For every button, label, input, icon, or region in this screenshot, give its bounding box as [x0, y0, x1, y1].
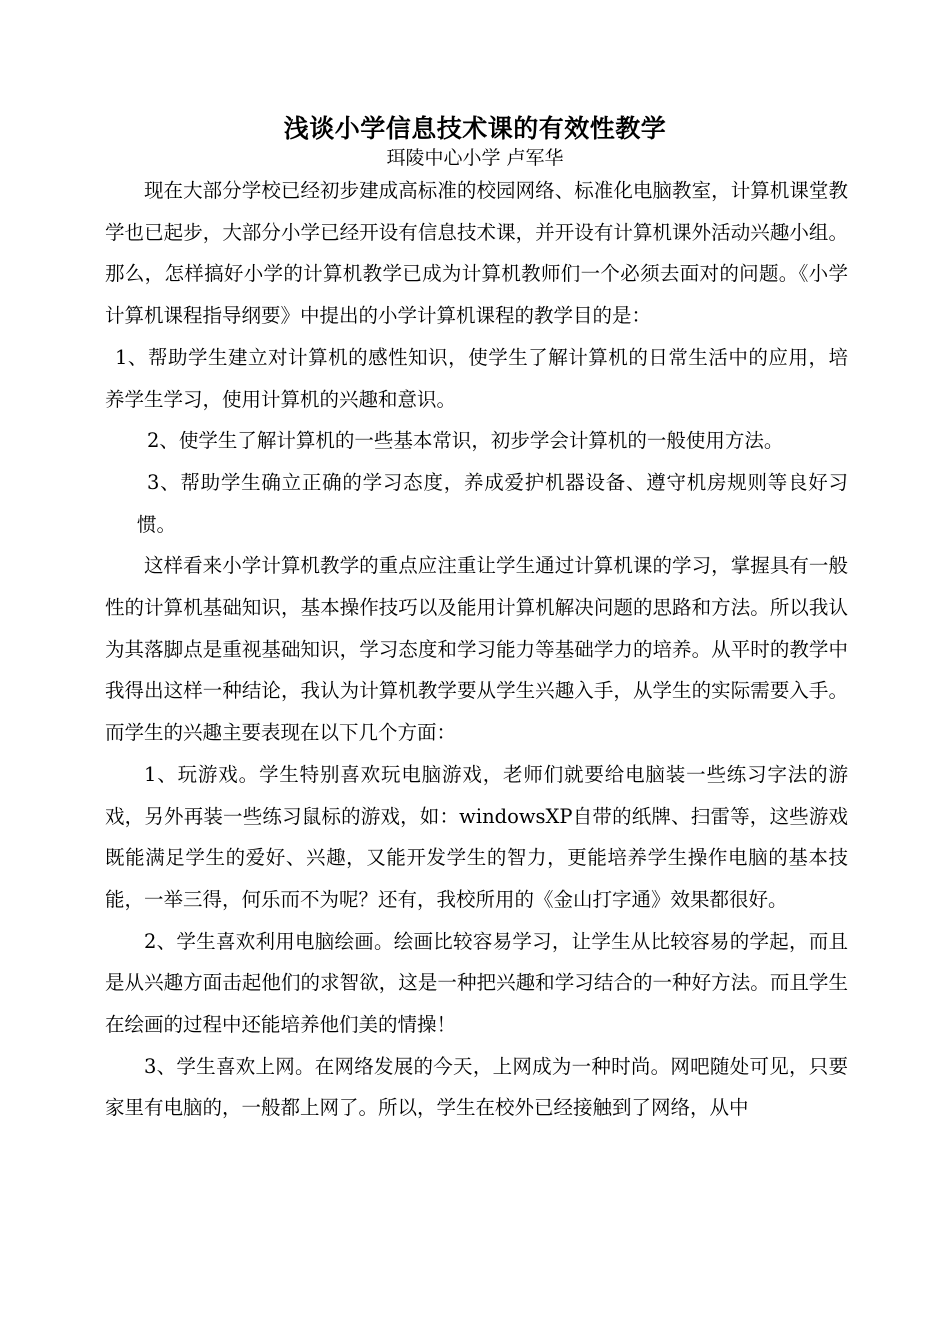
focus-paragraph: 这样看来小学计算机教学的重点应注重让学生通过计算机课的学习，掌握具有一般性的计算机基础知识，基本操作技巧以及能用计算机解决问题的思路和方法。所以我认为其落脚点是重视基础知识，学习态度和学习能力等基础学力的培养。从平时的教学中我得出这样一种结论，我认为计算机教学要从学生兴趣入手，从学生的实际需要入手。而学生的兴趣主要表现在以下几个方面： [105, 554, 848, 745]
interest-item-2: 2、学生喜欢利用电脑绘画。绘画比较容易学习，让学生从比较容易的学起，而且是从兴趣方面击起他们的求智欲，这是一种把兴趣和学习结合的一种好方法。而且学生在绘画的过程中还能培养他们美的情操！ [105, 929, 848, 1037]
author-line: 珥陵中心小学 卢军华 [386, 147, 564, 169]
document-body [105, 170, 848, 1129]
interest-item-3: 3、学生喜欢上网。在网络发展的今天，上网成为一种时尚。网吧随处可见，只要家里有电脑的，一般都上网了。所以，学生在校外已经接触到了网络，从中 [105, 1054, 848, 1120]
goal-item-2: 2、使学生了解计算机的一些基本常识，初步学会计算机的一般使用方法。 [147, 429, 784, 453]
intro-paragraph: 现在大部分学校已经初步建成高标准的校园网络、标准化电脑教室，计算机课堂教学也已起步，大部分小学已经开设有信息技术课，并开设有计算机课外活动兴趣小组。那么，怎样搞好小学的计算机教学已成为计算机教师们一个必须去面对的问题。《小学计算机课程指导纲要》中提出的小学计算机课程的教学目的是： [105, 179, 848, 328]
goal-item-1: 1、帮助学生建立对计算机的感性知识，使学生了解计算机的日常生活中的应用，培养学生学习，使用计算机的兴趣和意识。 [105, 345, 848, 411]
interest-item-1: 1、玩游戏。学生特别喜欢玩电脑游戏，老师们就要给电脑装一些练习字法的游戏，另外再装一些练习鼠标的游戏，如：windowsXP自带的纸牌、扫雷等，这些游戏既能满足学生的爱好、兴趣，又能开发学生的智力，更能培养学生操作电脑的基本技能，一举三得，何乐而不为呢？还有，我校所用的《金山打字通》效果都很好。 [105, 762, 848, 911]
document-title: 浅谈小学信息技术课的有效性教学 [283, 114, 667, 143]
goal-item-3: 3、帮助学生确立正确的学习态度，养成爱护机器设备、遵守机房规则等良好习惯。 [137, 470, 848, 536]
